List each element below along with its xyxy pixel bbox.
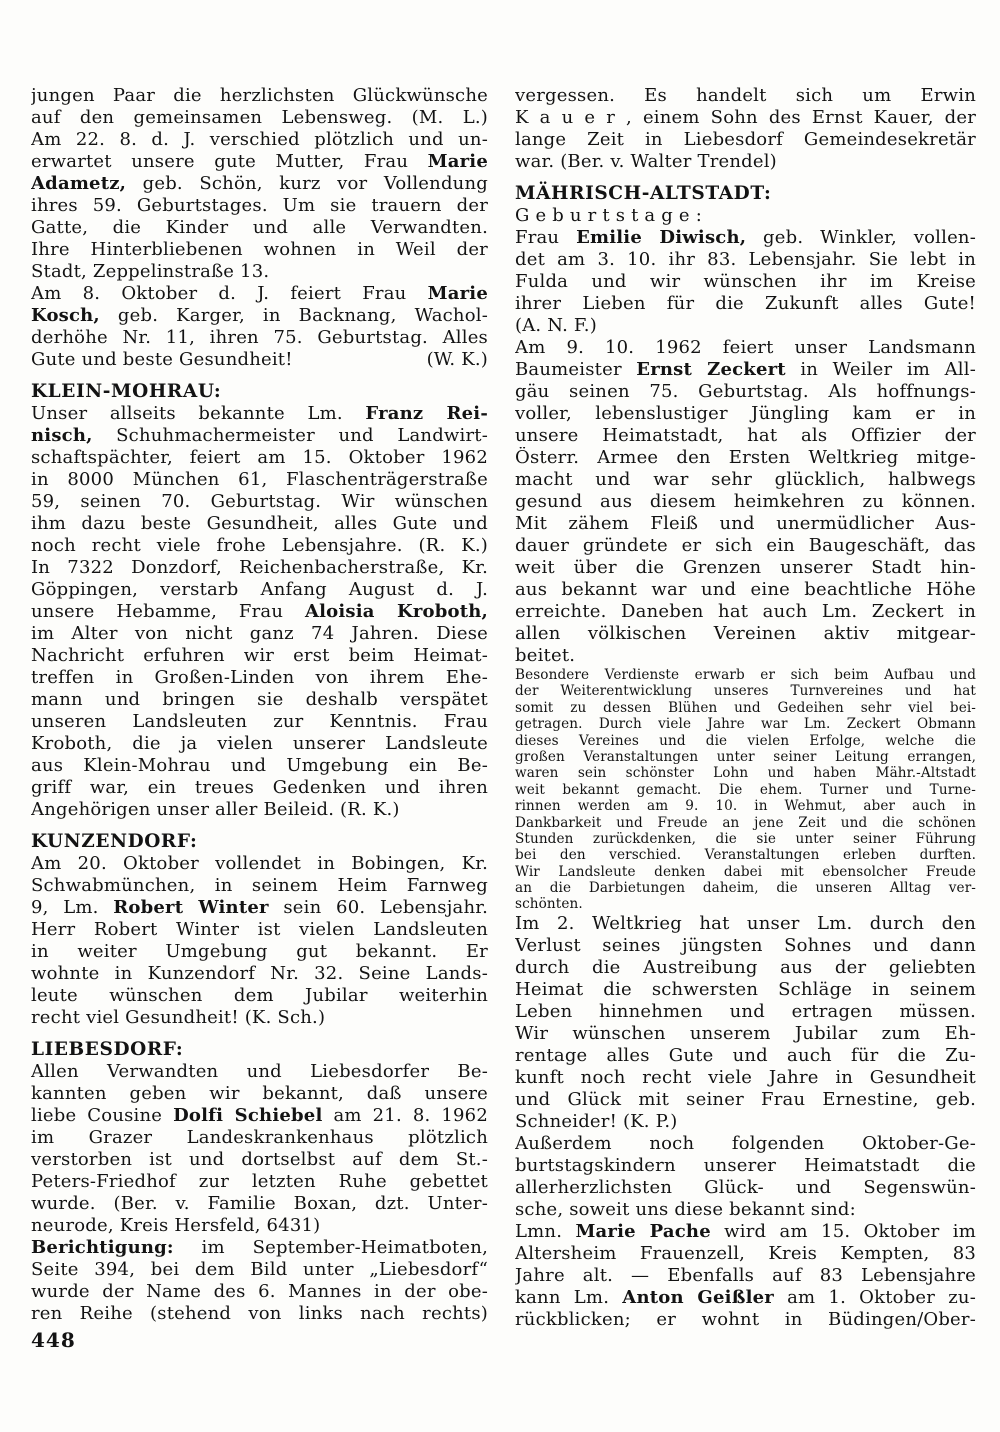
text-segment: derhöhe Nr. 11, ihren 75. Geburtstag. Alles [31, 327, 488, 348]
text-line [515, 535, 976, 557]
text-line [515, 1133, 976, 1155]
text-segment: noch recht viele frohe Lebensjahre. (R. K.) [31, 535, 488, 556]
text-line [515, 1221, 976, 1243]
text-segment: neurode, Kreis Hersfeld, 6431) [31, 1215, 321, 1236]
text-segment: Jahre alt. — Ebenfalls auf 83 Lebensjahre [515, 1264, 976, 1286]
text-line [515, 782, 976, 798]
text-segment: wird am 15. Oktober im [710, 1220, 976, 1242]
text-line [515, 847, 976, 863]
text-segment: geb. Karger, in Backnang, Wachol- [99, 305, 488, 326]
text-line [515, 151, 976, 173]
text-segment: Stadt, Zeppelinstraße 13. [31, 261, 270, 282]
text-segment: Ihre Hinterbliebenen wohnen in Weil der [31, 239, 488, 260]
text-segment: weit bekannt gemacht. Die ehem. Turner und Turne- [515, 781, 976, 798]
text-segment: allerherzlichsten Glück- und Segenswün- [515, 1176, 976, 1198]
text-line [31, 711, 488, 733]
text-line [515, 645, 976, 667]
text-line [515, 798, 976, 814]
text-line [515, 271, 976, 293]
text-segment: unsere Heimatstadt, hat als Offizier der [515, 425, 976, 446]
text-segment: ihm dazu beste Gesundheit, alles Gute und [31, 513, 488, 534]
text-line [515, 1089, 976, 1111]
text-segment: bei den verschied. Veranstaltungen erleben durften. [515, 847, 976, 864]
text-line [515, 469, 976, 491]
text-segment: am 21. 8. 1962 [322, 1105, 488, 1126]
text-segment: wurde. (Ber. v. Familie Boxan, dzt. Unter- [31, 1193, 488, 1214]
text-segment: war. (Ber. v. Walter Trendel) [515, 151, 777, 172]
bold-text-segment: Marie [427, 151, 488, 172]
text-line [31, 1281, 488, 1303]
text-segment: wurde der Name des 6. Mannes in der obe- [31, 1281, 488, 1302]
text-segment: 59, seinen 70. Geburtstag. Wir wünschen [31, 491, 488, 512]
text-segment: auf den gemeinsamen Lebensweg. (M. L.) [31, 107, 488, 128]
text-line [515, 447, 976, 469]
text-segment: det am 3. 10. ihr 83. Lebensjahr. Sie lebt in [515, 249, 976, 270]
text-line [31, 623, 488, 645]
text-segment: dieses Vereines und die vielen Erfolge, welche die [515, 732, 976, 749]
text-line [31, 283, 488, 305]
text-segment: leute wünschen dem Jubilar weiterhin [31, 985, 488, 1006]
text-segment: Seite 394, bei dem Bild unter „Liebesdorf“ [31, 1259, 488, 1280]
bold-text-segment: nisch, [31, 425, 93, 446]
text-segment: durch die Austreibung aus der geliebten [515, 956, 976, 978]
text-segment: Dankbarkeit und Freude an jene Zeit und die schönen [515, 814, 976, 831]
text-segment: in Weiler im All- [785, 359, 976, 380]
text-line [31, 963, 488, 985]
text-segment: Schneider! (K. P.) [515, 1110, 678, 1132]
text-segment: Angehörigen unser aller Beileid. (R. K.) [31, 799, 400, 820]
text-segment: im Alter von nicht ganz 74 Jahren. Diese [31, 623, 488, 644]
text-segment: griff war, ein treues Gedenken und ihren [31, 777, 488, 798]
text-line [31, 1303, 488, 1325]
text-segment: rentage alles Gute und auch für die Zu- [515, 1044, 976, 1066]
section-heading: KLEIN-MOHRAU: [31, 381, 222, 402]
text-segment: erreichte. Daneben hat auch Lm. Zeckert in [515, 601, 976, 622]
text-line [31, 491, 488, 513]
text-line [515, 623, 976, 645]
text-line [31, 403, 488, 425]
text-line [31, 645, 488, 667]
text-line [31, 239, 488, 261]
text-segment: rinnen werden am 9. 10. in Wehmut, aber auch in [515, 798, 976, 815]
text-line [31, 195, 488, 217]
text-line [31, 261, 488, 283]
text-segment: Kroboth, die ja vielen unserer Landsleute [31, 733, 488, 754]
text-segment: Frau [515, 227, 577, 248]
text-line [515, 716, 976, 732]
text-line [515, 683, 976, 699]
text-segment: waren sein schönster Lohn und haben Mähr.-Altstadt [515, 765, 976, 782]
text-line [515, 1177, 976, 1199]
text-line [515, 403, 976, 425]
text-segment: Heimat die schwersten Schläge in seinem [515, 978, 976, 1000]
bold-text-segment: Robert Winter [113, 897, 269, 918]
text-segment: der Weiterentwicklung unseres Turnvereines und hat [515, 683, 976, 700]
text-segment: voller, lebenslustiger Jüngling kam er in [515, 403, 976, 424]
text-segment: recht viel Gesundheit! (K. Sch.) [31, 1007, 326, 1028]
bold-text-segment: Ernst Zeckert [636, 359, 786, 380]
text-line [515, 381, 976, 403]
text-segment: Lmn. [515, 1220, 576, 1242]
text-line [31, 897, 488, 919]
text-segment: sein 60. Lebensjahr. [268, 897, 488, 918]
text-segment: G e b u r t s t a g e : [515, 205, 702, 226]
text-line [515, 293, 976, 315]
text-segment: beitet. [515, 645, 576, 666]
bold-text-segment: Dolfi Schiebel [173, 1105, 323, 1126]
text-line [515, 107, 976, 129]
text-line [31, 755, 488, 777]
bold-text-segment: Marie Pache [575, 1220, 711, 1242]
text-segment: Im 2. Weltkrieg hat unser Lm. durch den [515, 912, 976, 934]
text-segment: aus bekannt war und eine beachtliche Höhe [515, 579, 976, 600]
text-line [31, 349, 488, 371]
text-line [31, 85, 488, 107]
text-line [515, 1287, 976, 1309]
text-segment: Österr. Armee den Ersten Weltkrieg mitge- [515, 447, 976, 468]
text-line [31, 1215, 488, 1237]
text-segment: Am 9. 10. 1962 feiert unser Landsmann [515, 337, 976, 358]
text-segment: Fulda und wir wünschen ihr im Kreise [515, 271, 976, 292]
text-segment: Unser allseits bekannte Lm. [31, 403, 366, 424]
text-line [515, 579, 976, 601]
text-line [515, 1155, 976, 1177]
text-line [515, 337, 976, 359]
text-segment: kannten geben wir bekannt, daß unsere [31, 1083, 488, 1104]
text-segment: Herr Robert Winter ist vielen Landsleuten [31, 919, 488, 940]
text-segment: Außerdem noch folgenden Oktober-Ge- [515, 1132, 976, 1154]
text-segment-right: (W. K.) [426, 349, 488, 370]
text-line [515, 864, 976, 880]
text-segment: Nachricht erfuhren wir erst beim Heimat- [31, 645, 488, 666]
text-segment: (A. N. F.) [515, 315, 597, 336]
text-line [515, 880, 976, 896]
text-segment: Baumeister [515, 359, 637, 380]
text-segment: und Glück mit seiner Frau Ernestine, geb. [515, 1088, 976, 1110]
text-line [31, 447, 488, 469]
text-line [31, 777, 488, 799]
text-line [515, 601, 976, 623]
text-segment: Am 20. Oktober vollendet in Bobingen, Kr. [31, 853, 488, 874]
text-segment: geb. Winkler, vollen- [746, 227, 976, 248]
text-segment: an die Darbietungen daheim, die unseren Alltag ver- [515, 880, 976, 897]
text-segment: am 1. Oktober zu- [773, 1286, 976, 1308]
text-line [515, 1023, 976, 1045]
bold-text-segment: Kosch, [31, 305, 100, 326]
page-number: 448 [31, 1328, 76, 1352]
bold-text-segment: Anton Geißler [622, 1286, 774, 1308]
text-segment: mann und bringen sie deshalb verspätet [31, 689, 488, 710]
text-segment: verstorben ist und dortselbst auf dem St.- [31, 1149, 488, 1170]
text-line [31, 513, 488, 535]
text-segment: Peters-Friedhof zur letzten Ruhe gebettet [31, 1171, 488, 1192]
bold-text-segment: Marie [427, 283, 488, 304]
text-line [31, 1149, 488, 1171]
text-line [515, 913, 976, 935]
text-segment: vergessen. Es handelt sich um Erwin [515, 85, 976, 106]
text-line [515, 815, 976, 831]
text-segment: rückblicken; er wohnt in Büdingen/Ober- [515, 1308, 976, 1330]
text-line [515, 1067, 976, 1089]
text-line [31, 853, 488, 875]
text-segment: Gatte, die Kinder und alle Verwandten. [31, 217, 488, 238]
text-line [31, 535, 488, 557]
text-segment: gäu seinen 75. Geburtstag. Als hoffnungs- [515, 381, 976, 402]
text-line [515, 1309, 976, 1331]
text-line [515, 491, 976, 513]
text-segment: unsere Hebamme, Frau [31, 601, 305, 622]
text-segment: Am 22. 8. d. J. verschied plötzlich und un- [31, 129, 488, 150]
text-segment: im September-Heimatboten, [173, 1237, 488, 1258]
text-line [515, 129, 976, 151]
text-segment: weit über die Grenzen unserer Stadt hin- [515, 557, 976, 578]
text-line [31, 1105, 488, 1127]
text-segment: ihres 59. Geburtstages. Um sie trauern der [31, 195, 488, 216]
text-segment: K a u e r , einem Sohn des Ernst Kauer, der [515, 107, 976, 128]
text-line [515, 557, 976, 579]
text-line [31, 875, 488, 897]
text-line [31, 327, 488, 349]
text-line [31, 689, 488, 711]
text-segment: getragen. Durch viele Jahre war Lm. Zeckert Obmann [515, 716, 976, 733]
text-segment: jungen Paar die herzlichsten Glückwünsche [31, 85, 488, 106]
text-segment: Schwabmünchen, in seinem Heim Farnweg [31, 875, 488, 896]
text-segment: Mit zähem Fleiß und unermüdlicher Aus- [515, 513, 976, 534]
text-line [515, 85, 976, 107]
text-segment: lange Zeit in Liebesdorf Gemeindesekretär [515, 129, 976, 150]
text-segment: geb. Schön, kurz vor Vollendung [126, 173, 488, 194]
text-line [31, 557, 488, 579]
text-segment: treffen in Großen-Linden von ihrem Ehe- [31, 667, 488, 688]
text-segment: liebe Cousine [31, 1105, 174, 1126]
section-heading: MÄHRISCH-ALTSTADT: [515, 183, 772, 204]
text-segment: Am 8. Oktober d. J. feiert Frau [31, 283, 428, 304]
text-segment: unseren Landsleuten zur Kenntnis. Frau [31, 711, 488, 732]
text-line [515, 733, 976, 749]
text-line [31, 1171, 488, 1193]
text-line [31, 1127, 488, 1149]
text-segment: aus Klein-Mohrau und Umgebung ein Be- [31, 755, 488, 776]
text-line [31, 469, 488, 491]
text-line [31, 985, 488, 1007]
text-segment: kunft noch recht viele Jahre in Gesundheit [515, 1066, 976, 1088]
text-line [515, 765, 976, 781]
text-line [31, 941, 488, 963]
text-line [515, 1199, 976, 1221]
text-segment: In 7322 Donzdorf, Reichenbacherstraße, Kr. [31, 557, 488, 578]
text-segment: Wir Landsleute denken dabei mit ebensolcher Freude [515, 863, 976, 880]
text-line [31, 1007, 488, 1029]
text-line [515, 359, 976, 381]
text-line [515, 1265, 976, 1287]
text-line [31, 1061, 488, 1083]
text-line [31, 107, 488, 129]
text-line [515, 513, 976, 535]
text-line [515, 700, 976, 716]
text-segment: 9, Lm. [31, 897, 114, 918]
text-line [31, 1193, 488, 1215]
text-line [515, 831, 976, 847]
text-line [31, 217, 488, 239]
text-segment: im Grazer Landeskrankenhaus plötzlich [31, 1127, 488, 1148]
text-line [31, 129, 488, 151]
bold-text-segment: Adametz, [31, 173, 127, 194]
text-segment: in 8000 München 61, Flaschenträgerstraße [31, 469, 488, 490]
text-column-left [31, 85, 488, 1325]
text-segment: sche, soweit uns diese bekannt sind: [515, 1198, 856, 1220]
text-segment: Altersheim Frauenzell, Kreis Kempten, 83 [515, 1242, 976, 1264]
text-segment: Wir wünschen unserem Jubilar zum Eh- [515, 1022, 976, 1044]
text-line [515, 205, 976, 227]
text-line [31, 579, 488, 601]
text-line [31, 305, 488, 327]
text-segment: Allen Verwandten und Liebesdorfer Be- [31, 1061, 488, 1082]
text-line [515, 896, 976, 912]
text-segment: großen Veranstaltungen unter seiner Leitung errangen, [515, 748, 976, 765]
section-heading: KUNZENDORF: [31, 831, 198, 852]
text-segment: Stunden zurückdenken, die sie unter seiner Führung [515, 830, 976, 847]
text-line [515, 667, 976, 683]
text-line [515, 1243, 976, 1265]
text-line [515, 957, 976, 979]
text-segment: Besondere Verdienste erwarb er sich beim Aufbau und [515, 667, 976, 683]
text-segment: Leben hinnehmen und ertragen müssen. [515, 1000, 976, 1022]
text-line [31, 1083, 488, 1105]
bold-text-segment: Berichtigung: [31, 1237, 174, 1258]
text-segment: macht und war sehr glücklich, halbwegs [515, 469, 976, 490]
text-segment: wohnte in Kunzendorf Nr. 32. Seine Lands- [31, 963, 488, 984]
text-segment: burtstagskindern unserer Heimatstadt die [515, 1154, 976, 1176]
text-segment: erwartet unsere gute Mutter, Frau [31, 151, 428, 172]
text-line [515, 249, 976, 271]
text-line [31, 173, 488, 195]
text-line [515, 749, 976, 765]
text-line [31, 425, 488, 447]
text-line [31, 151, 488, 173]
text-segment: Verlust seines jüngsten Sohnes und dann [515, 934, 976, 956]
text-line [515, 315, 976, 337]
text-line [31, 799, 488, 821]
text-line [515, 227, 976, 249]
bold-text-segment: Emilie Diwisch, [576, 227, 747, 248]
text-column-right [515, 85, 976, 1331]
text-line [31, 601, 488, 623]
bold-text-segment: Franz Rei- [365, 403, 488, 424]
text-segment: ihrer Lieben für die Zukunft alles Gute! [515, 293, 976, 314]
text-line [515, 979, 976, 1001]
text-segment: allen völkischen Vereinen aktiv mitgear- [515, 623, 976, 644]
text-line [515, 935, 976, 957]
text-line [31, 1259, 488, 1281]
text-line [515, 1111, 976, 1133]
text-segment: ren Reihe (stehend von links nach rechts) [31, 1303, 488, 1324]
text-segment: Gute und beste Gesundheit! [31, 349, 293, 370]
text-line [31, 667, 488, 689]
text-segment: schönten. [515, 896, 583, 913]
bold-text-segment: Aloisia Kroboth, [304, 601, 488, 622]
text-line [515, 425, 976, 447]
text-line [31, 733, 488, 755]
text-line [515, 1045, 976, 1067]
text-segment: somit zu dessen Blühen und Gedeihen sehr viel bei- [515, 699, 976, 716]
text-segment: kann Lm. [515, 1286, 623, 1308]
text-segment: schaftspächter, feiert am 15. Oktober 1962 [31, 447, 488, 468]
text-line [31, 1237, 488, 1259]
text-segment: gesund aus diesem heimkehren zu können. [515, 491, 976, 512]
section-heading: LIEBESDORF: [31, 1039, 184, 1060]
text-segment: in weiter Umgebung gut bekannt. Er [31, 941, 488, 962]
text-segment: Göppingen, verstarb Anfang August d. J. [31, 579, 488, 600]
text-segment: dauer gründete er sich ein Baugeschäft, das [515, 535, 976, 556]
text-line [31, 919, 488, 941]
text-line [515, 1001, 976, 1023]
text-segment: Schuhmachermeister und Landwirt- [92, 425, 488, 446]
